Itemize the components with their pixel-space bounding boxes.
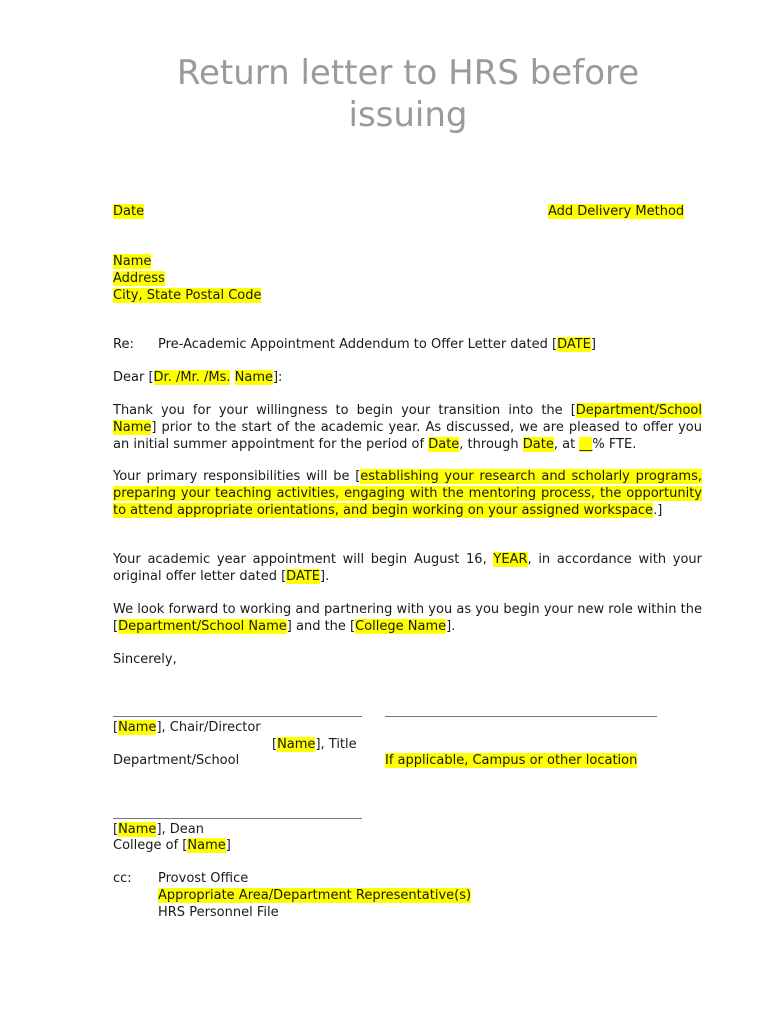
p3-text-1: Your academic year appointment will begin August 16, xyxy=(113,552,494,567)
paragraph-transition xyxy=(113,402,702,453)
recipient-city: City, State Postal Code xyxy=(113,288,262,303)
chair-signature-name xyxy=(113,719,261,736)
document-title xyxy=(0,52,770,136)
paragraph-academic-year xyxy=(113,551,702,585)
signature-line-chair xyxy=(113,716,362,717)
p1-text-3: , through xyxy=(459,437,523,452)
salutation-prefix: Dear [ xyxy=(113,370,154,385)
end-date-placeholder: Date xyxy=(522,437,554,452)
p2-text-1: Your primary responsibilities will be [ xyxy=(113,469,361,484)
p3-text-2: , in accordance with your original offer letter dated [ xyxy=(113,552,702,584)
salutation-name-placeholder: Name xyxy=(234,370,273,385)
chair-name-placeholder: Name xyxy=(118,720,157,735)
salutation xyxy=(113,369,282,386)
college-name-placeholder: College Name xyxy=(355,619,447,634)
dean-name-placeholder: Name xyxy=(118,822,157,837)
title-name-placeholder: Name xyxy=(277,737,316,752)
college-prefix: College of [ xyxy=(113,838,188,853)
p4-text-3: ]. xyxy=(446,619,456,634)
bracket-open: [ xyxy=(113,822,119,837)
cc-item: Provost Office xyxy=(158,871,249,886)
delivery-method-placeholder: Add Delivery Method xyxy=(548,204,685,219)
signature-line-second xyxy=(385,716,657,717)
dean-role: ], Dean xyxy=(156,822,204,837)
re-label: Re: xyxy=(113,337,134,352)
p2-text-2: .] xyxy=(653,503,663,518)
date-field xyxy=(113,203,144,220)
fte-placeholder: __ xyxy=(579,437,593,452)
cc-item: HRS Personnel File xyxy=(158,905,279,920)
signature-line-dean xyxy=(113,818,362,819)
cc-item-placeholder: Appropriate Area/Department Representative(s) xyxy=(158,888,472,903)
bracket-open: [ xyxy=(272,737,278,752)
honorific-placeholder: Dr. /Mr. /Ms. xyxy=(153,370,231,385)
title-signature-name xyxy=(272,736,357,753)
salutation-suffix: ]: xyxy=(272,370,283,385)
dept-school-placeholder: Department/School Name xyxy=(113,403,702,435)
p1-text-5: % FTE. xyxy=(592,437,637,452)
college-suffix: ] xyxy=(225,838,231,853)
recipient-address: Address xyxy=(113,271,165,286)
p3-text-3: ]. xyxy=(320,569,330,584)
p4-text-1: We look forward to working and partnering with you as you begin your new role within the [ xyxy=(113,602,702,634)
date-placeholder: Date xyxy=(113,204,145,219)
re-date-placeholder: DATE xyxy=(557,337,591,352)
re-text: Pre-Academic Appointment Addendum to Offer Letter dated [ xyxy=(158,337,558,352)
start-date-placeholder: Date xyxy=(428,437,460,452)
campus-line xyxy=(385,752,637,769)
paragraph-responsibilities xyxy=(113,468,702,519)
p1-text-2: ] prior to the start of the academic year. As discussed, we are pleased to offer you an initial summer appointment for the period of xyxy=(113,420,702,452)
bracket-open: [ xyxy=(113,720,119,735)
responsibilities-placeholder: establishing your research and scholarly programs, preparing your teaching activities, engaging with the mentoring process, the opportunity to attend appropriate orientations, and begin working on your assigned workspace xyxy=(113,469,702,518)
dept-school-line: Department/School xyxy=(113,753,240,768)
re-close: ] xyxy=(590,337,596,352)
p1-text-4: , at xyxy=(553,437,580,452)
delivery-method-field xyxy=(548,203,684,220)
paragraph-partnering xyxy=(113,601,702,635)
cc-list xyxy=(158,870,471,921)
college-line xyxy=(113,837,231,854)
title-role: ], Title xyxy=(315,737,357,752)
salutation-space xyxy=(230,370,234,385)
p1-text-1: Thank you for your willingness to begin your transition into the [ xyxy=(113,403,576,418)
p4-text-2: ] and the [ xyxy=(286,619,356,634)
year-placeholder: YEAR xyxy=(493,552,528,567)
cc-label: cc: xyxy=(113,871,132,886)
campus-placeholder: If applicable, Campus or other location xyxy=(385,753,638,768)
offer-date-placeholder: DATE xyxy=(286,569,320,584)
recipient-block xyxy=(113,253,261,304)
re-line xyxy=(158,336,596,353)
dept-school-placeholder-2: Department/School Name xyxy=(118,619,287,634)
closing: Sincerely, xyxy=(113,652,177,667)
recipient-name: Name xyxy=(113,254,152,269)
title-text: Return letter to HRS before issuing xyxy=(176,53,640,135)
dean-signature-name xyxy=(113,821,204,838)
chair-role: ], Chair/Director xyxy=(156,720,261,735)
college-placeholder: Name xyxy=(187,838,226,853)
